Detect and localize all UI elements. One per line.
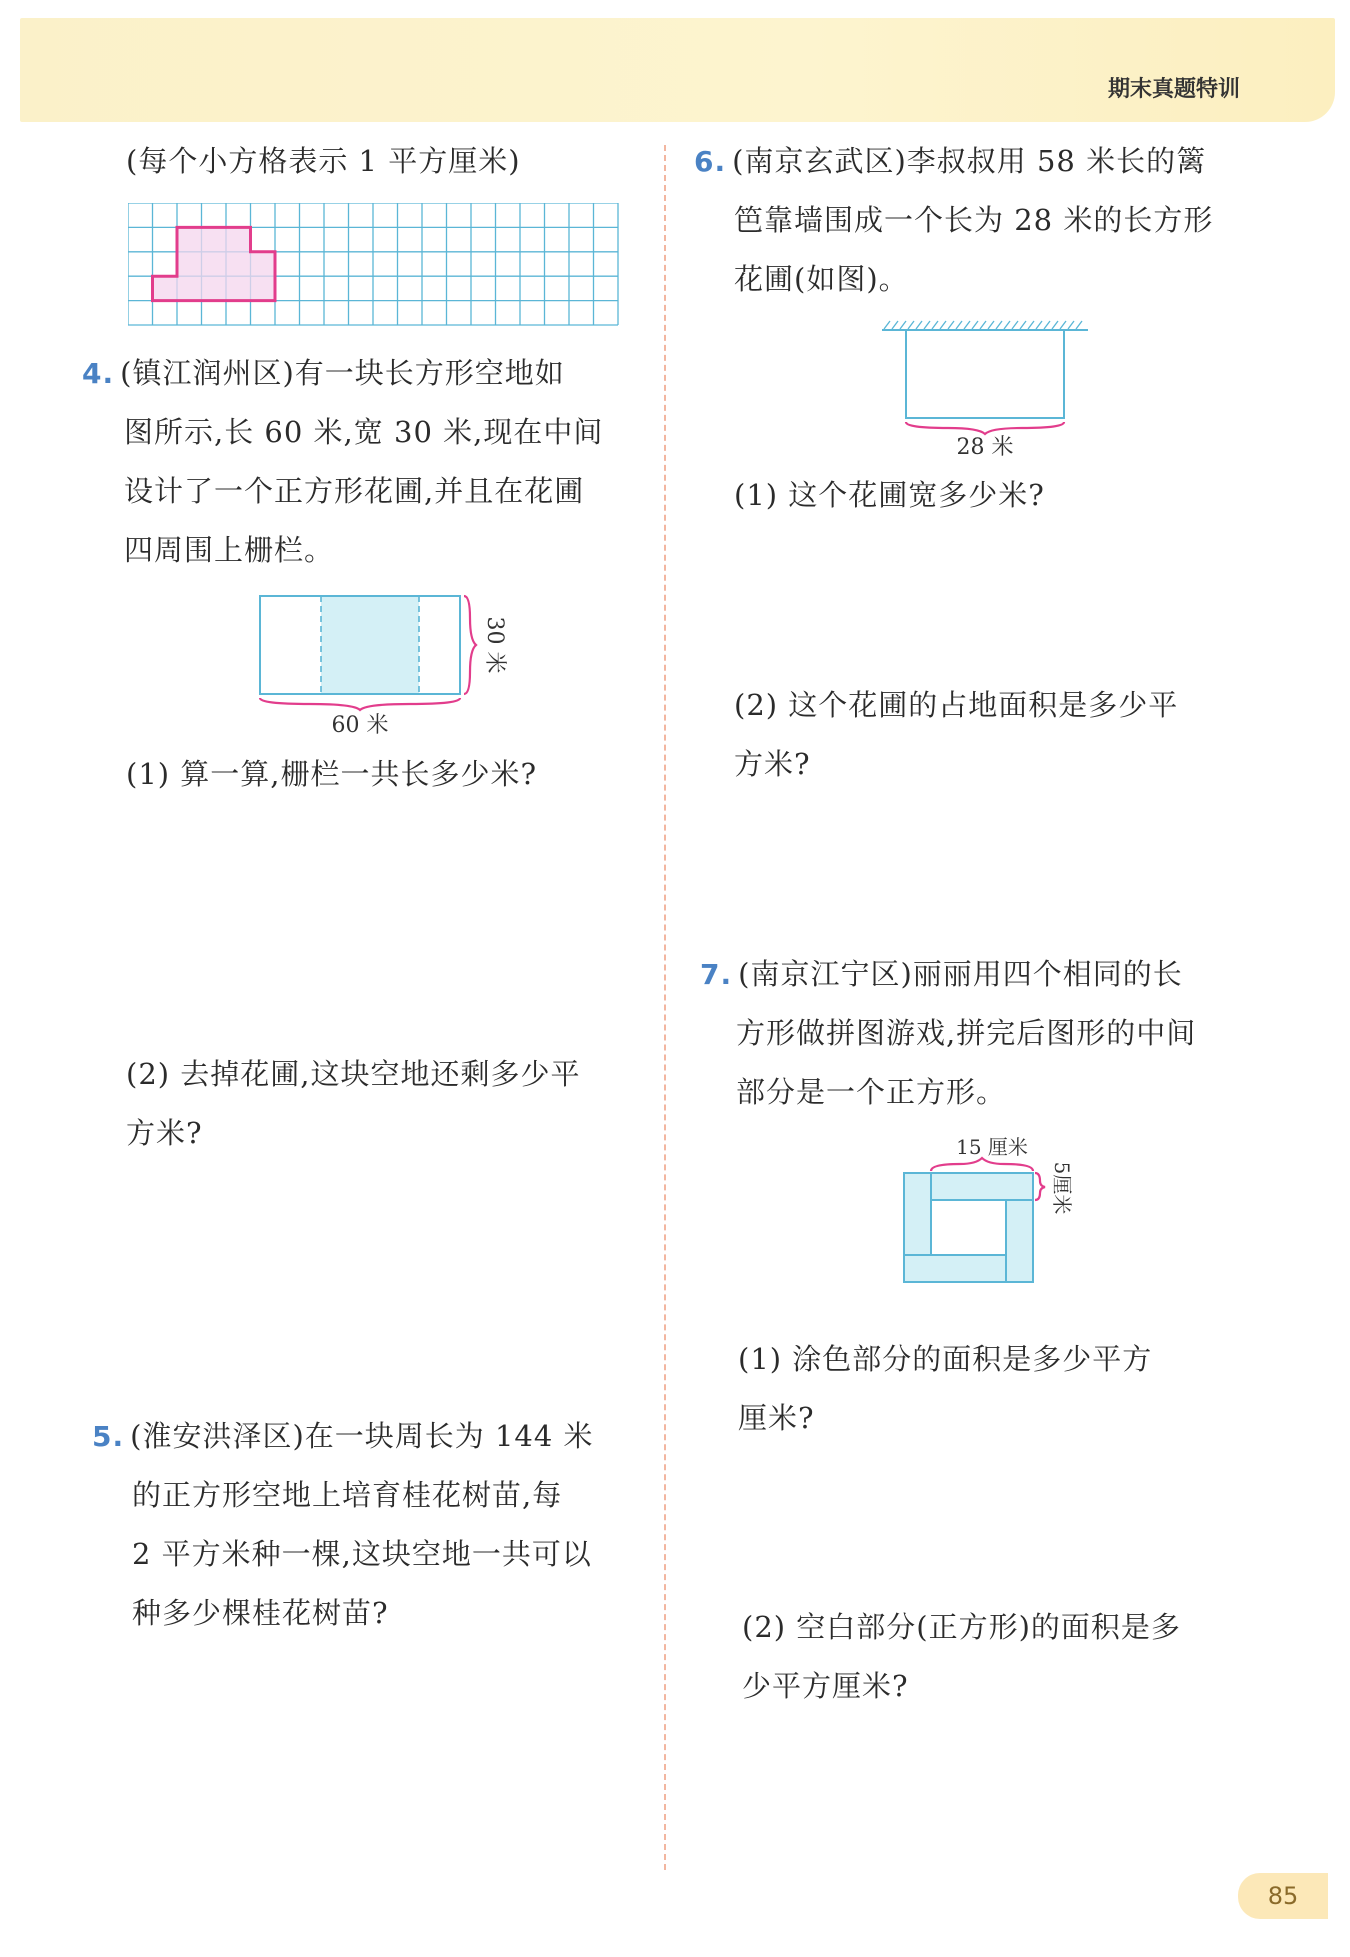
q7-sub2-line-1: (2) 空白部分(正方形)的面积是多: [742, 1610, 1181, 1644]
q5-text-1: (淮安洪泽区)在一块周长为 144 米: [130, 1419, 594, 1453]
q5-number: 5.: [92, 1420, 125, 1453]
q6-sub1: (1) 这个花圃宽多少米?: [734, 478, 1045, 512]
q5-line-1: [92, 1407, 594, 1466]
q7-text-1: (南京江宁区)丽丽用四个相同的长: [738, 957, 1183, 991]
q4-height-label: 30 米: [482, 616, 507, 674]
q4-text-1: (镇江润州区)有一块长方形空地如: [120, 356, 565, 390]
q5-line-4: 种多少棵桂花树苗?: [132, 1596, 389, 1630]
q5-line-2: 的正方形空地上培育桂花树苗,每: [132, 1478, 563, 1512]
q4-sub2-line-2: 方米?: [126, 1116, 203, 1150]
q6-line-1: [694, 132, 1206, 191]
q7-line-1: [700, 945, 1183, 1004]
q4-line-2: 图所示,长 60 米,宽 30 米,现在中间: [124, 415, 604, 449]
q5-line-3: 2 平方米种一棵,这块空地一共可以: [132, 1537, 592, 1571]
q7-long-label: 15 厘米: [956, 1135, 1028, 1159]
q4-sub1: (1) 算一算,栅栏一共长多少米?: [126, 757, 538, 791]
header-band: [20, 18, 1335, 122]
q7-number: 7.: [700, 958, 733, 991]
q6-line-3: 花圃(如图)。: [734, 262, 909, 296]
q4-line-1: [82, 344, 565, 403]
q6-sub2-line-1: (2) 这个花圃的占地面积是多少平: [734, 688, 1179, 722]
q4-sub2-line-1: (2) 去掉花圃,这块空地还剩多少平: [126, 1057, 581, 1091]
q6-text-1: (南京玄武区)李叔叔用 58 米长的篱: [732, 144, 1207, 178]
q3-grid-note: (每个小方格表示 1 平方厘米): [126, 144, 521, 178]
q4-width-label: 60 米: [331, 713, 389, 738]
q6-sub2-line-2: 方米?: [734, 747, 811, 781]
q7-line-3: 部分是一个正方形。: [736, 1075, 1007, 1109]
q3-grid-figure: [128, 203, 623, 330]
header-title: 期末真题特训: [1107, 77, 1240, 102]
q4-rectangle-figure: [250, 588, 520, 738]
q7-sub2-line-2: 少平方厘米?: [742, 1669, 909, 1703]
column-divider: [664, 145, 666, 1870]
q7-sub1-line-1: (1) 涂色部分的面积是多少平方: [738, 1342, 1153, 1376]
q6-length-label: 28 米: [956, 435, 1014, 458]
q4-line-4: 四周围上栅栏。: [124, 533, 335, 567]
q7-line-2: 方形做拼图游戏,拼完后图形的中间: [736, 1016, 1197, 1050]
q7-short-label: 5厘米: [1050, 1161, 1074, 1215]
q7-puzzle-figure: [890, 1128, 1090, 1318]
q7-sub1-line-2: 厘米?: [738, 1401, 815, 1435]
q4-line-3: 设计了一个正方形花圃,并且在花圃: [124, 474, 585, 508]
page-number: 85: [1238, 1873, 1328, 1919]
q6-number: 6.: [694, 145, 727, 178]
q6-line-2: 笆靠墙围成一个长为 28 米的长方形: [734, 203, 1214, 237]
q6-wall-figure: [878, 318, 1098, 458]
q4-number: 4.: [82, 357, 115, 390]
